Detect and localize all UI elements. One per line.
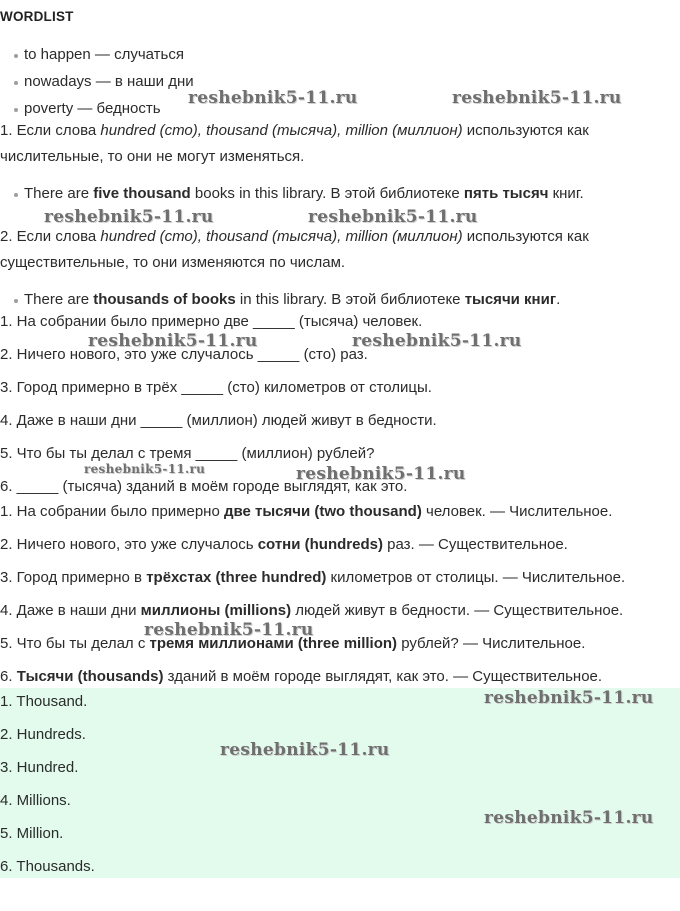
solution-text: 2. Ничего нового, это уже случалось	[0, 536, 258, 553]
solution-answer: тремя миллионами (three million)	[149, 635, 398, 652]
wordlist-item	[14, 100, 161, 118]
answer-item: 1. Thousand.	[0, 693, 88, 710]
watermark: reshebnik5-11.ru	[144, 620, 314, 640]
rule-text: используются как	[462, 228, 589, 245]
example-text: books in this library. В этой библиотеке	[190, 185, 464, 202]
example-bold: тысячи книг	[464, 291, 557, 308]
watermark: reshebnik5-11.ru	[352, 331, 522, 351]
solution-answer: Тысячи (thousands)	[16, 668, 164, 685]
solution-text: 5. Что бы ты делал с	[0, 635, 150, 652]
example-text: in this library. В этой библиотеке	[235, 291, 465, 308]
example-2	[14, 291, 560, 309]
watermark: reshebnik5-11.ru	[308, 207, 478, 227]
watermark: reshebnik5-11.ru	[220, 740, 390, 760]
solution-item	[0, 536, 568, 554]
answer-item: 5. Million.	[0, 825, 64, 842]
solution-answer: две тысячи (two thousand)	[223, 503, 422, 520]
watermark: reshebnik5-11.ru	[44, 207, 214, 227]
watermark: reshebnik5-11.ru	[296, 464, 466, 484]
rule-terms: hundred (сто), thousand (тысяча), million (миллион)	[100, 228, 463, 245]
solution-text: зданий в моём городе выглядят, как это. — Существительное.	[163, 668, 603, 685]
answer-item: 3. Hundred.	[0, 759, 79, 776]
solution-item	[0, 602, 623, 620]
solution-text: 6.	[0, 668, 17, 685]
rule-text: 1. Если слова	[0, 122, 101, 139]
answer-item: 6. Thousands.	[0, 858, 95, 875]
watermark: reshebnik5-11.ru	[188, 88, 358, 108]
answer-item: 4. Millions.	[0, 792, 71, 809]
watermark: reshebnik5-11.ru	[484, 808, 654, 828]
rule-1-line-1	[0, 122, 589, 140]
wordlist-item-text: to happen — случаться	[24, 46, 184, 63]
rule-1-line-2: числительные, то они не могут изменяться.	[0, 148, 305, 165]
exercise-item: 5. Что бы ты делал с тремя _____ (миллион) рублей?	[0, 445, 375, 462]
example-text: книг.	[548, 185, 584, 202]
exercise-item: 1. На собрании было примерно две _____ (тысяча) человек.	[0, 313, 423, 330]
exercise-item: 4. Даже в наши дни _____ (миллион) людей живут в бедности.	[0, 412, 437, 429]
solution-text: километров от столицы. — Числительное.	[326, 569, 626, 586]
wordlist-item-text: poverty — бедность	[24, 100, 161, 117]
wordlist-item	[14, 73, 194, 91]
example-bold: five thousand	[93, 185, 191, 202]
rule-terms: hundred (сто), thousand (тысяча), million (миллион)	[100, 122, 463, 139]
rule-text: 2. Если слова	[0, 228, 101, 245]
watermark: reshebnik5-11.ru	[88, 331, 258, 351]
example-1	[14, 185, 584, 203]
wordlist-heading: WORDLIST	[0, 9, 74, 24]
exercise-item: 2. Ничего нового, это уже случалось _____ (сто) раз.	[0, 346, 368, 363]
rule-2-line-1	[0, 228, 589, 246]
solution-answer: сотни (hundreds)	[257, 536, 383, 553]
watermark: reshebnik5-11.ru	[484, 688, 654, 708]
solution-text: 4. Даже в наши дни	[0, 602, 141, 619]
wordlist-item	[14, 46, 184, 64]
solution-item	[0, 668, 602, 686]
solution-text: человек. — Числительное.	[421, 503, 613, 520]
answer-item: 2. Hundreds.	[0, 726, 86, 743]
solution-answer: миллионы (millions)	[140, 602, 292, 619]
watermark: reshebnik5-11.ru	[84, 462, 206, 476]
exercise-item: 3. Город примерно в трёх _____ (сто) километров от столицы.	[0, 379, 432, 396]
example-bold: пять тысяч	[463, 185, 549, 202]
example-bold: thousands of books	[93, 291, 236, 308]
solution-text: 3. Город примерно в	[0, 569, 147, 586]
solution-text: людей живут в бедности. — Существительное.	[291, 602, 624, 619]
solution-item	[0, 503, 612, 521]
exercise-item: 6. _____ (тысяча) зданий в моём городе выглядят, как это.	[0, 478, 408, 495]
watermark: reshebnik5-11.ru	[452, 88, 622, 108]
solution-text: раз. — Существительное.	[382, 536, 568, 553]
example-text: There are	[24, 291, 94, 308]
solution-text: рублей? — Числительное.	[397, 635, 586, 652]
solution-text: 1. На собрании было примерно	[0, 503, 224, 520]
example-text: .	[556, 291, 561, 308]
rule-text: используются как	[462, 122, 589, 139]
example-text: There are	[24, 185, 94, 202]
answers-panel	[0, 688, 680, 878]
wordlist-item-text: nowadays — в наши дни	[24, 73, 194, 90]
rule-2-line-2: существительные, то они изменяются по числам.	[0, 254, 346, 271]
solution-item	[0, 569, 625, 587]
solution-answer: трёхстах (three hundred)	[146, 569, 327, 586]
